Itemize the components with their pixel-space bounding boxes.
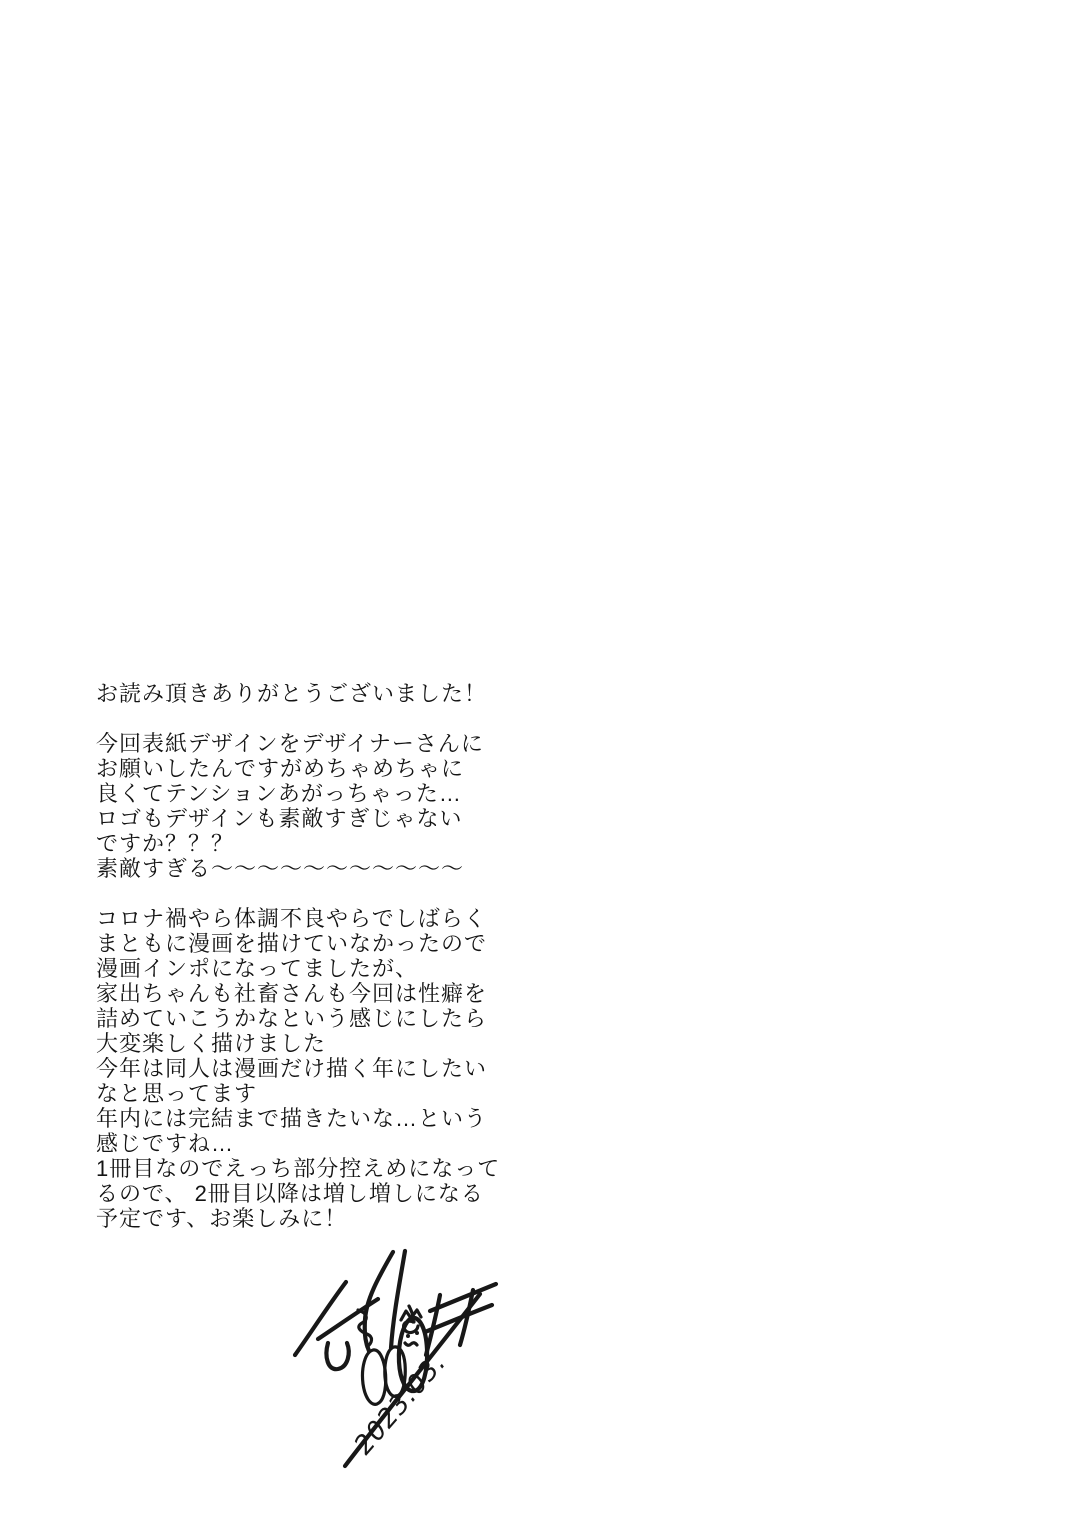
doodle-eye-right: [415, 1331, 419, 1335]
text-line: 今回表紙デザインをデザイナーさんに: [96, 731, 484, 756]
text-line: [96, 881, 500, 906]
signature-date: 2023.03.: [348, 1347, 453, 1461]
signature-stroke: [295, 1282, 346, 1355]
doodle-mouth: [405, 1343, 417, 1346]
text-line: ですか？？？: [96, 831, 235, 856]
text-line: 今年は同人は漫画だけ描く年にしたい: [96, 1056, 488, 1081]
text-line: 年内には完結まで描きたいな…という: [96, 1106, 488, 1131]
text-line: お願いしたんですがめちゃめちゃに: [96, 756, 465, 781]
text-line: コロナ禍やら体調不良やらでしばらく: [96, 906, 487, 931]
text-line: ロゴもデザインも素敵すぎじゃない: [96, 806, 463, 831]
author-signature: [288, 1248, 540, 1483]
text-line: [96, 706, 500, 731]
text-line: お読み頂きありがとうございました！: [96, 681, 488, 706]
text-line: 良くてテンションあがっちゃった…: [96, 781, 462, 806]
text-line: 大変楽しく描けました: [96, 1031, 327, 1056]
text-line: 感じですね…: [96, 1131, 235, 1156]
text-line: るので、 2冊目以降は増し増しになる: [96, 1181, 484, 1206]
text-line: 予定です、お楽しみに！: [96, 1206, 348, 1231]
text-line: 家出ちゃんも社畜さんも今回は性癖を: [96, 981, 488, 1006]
text-line: 1冊目なのでえっち部分控えめになって: [96, 1156, 501, 1181]
signature-stroke: [326, 1343, 348, 1369]
text-line: 素敵すぎる～～～～～～～～～～～: [96, 856, 465, 881]
text-line: なと思ってます: [96, 1081, 258, 1106]
text-line: まともに漫画を描けていなかったので: [96, 931, 488, 956]
afterword-text: [96, 681, 500, 1231]
text-line: 詰めていこうかなという感じにしたら: [96, 1006, 488, 1031]
text-line: 漫画インポになってましたが、: [96, 956, 419, 981]
doodle-eye-left: [406, 1334, 410, 1338]
signature-loop: [362, 1350, 385, 1404]
